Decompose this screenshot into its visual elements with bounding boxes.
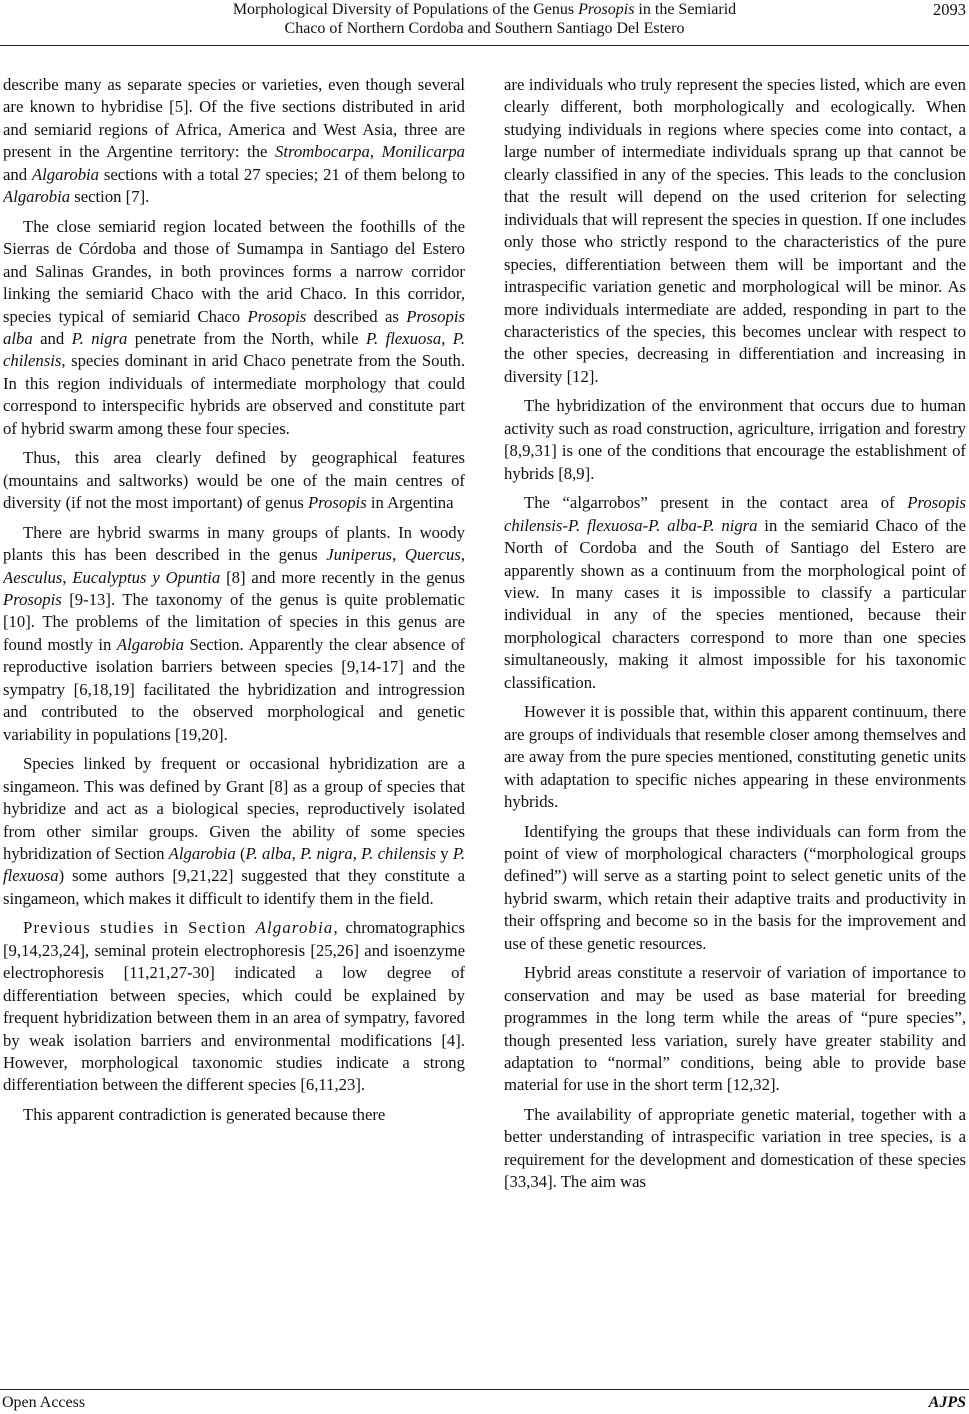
paragraph: There are hybrid swarms in many groups of plants. In woody plants this has been described in the genus Juniperus, Quercus, Aesculus, Eucalyptus y Opuntia [8] and more recently in the genus Prosopis [9-13]. The taxonomy of the genus is quite problematic [10]. The problems of the limitation of species in this genus are found mostly in Algarobia Section. Apparently the clear absence of reproductive isolation barriers between species [9,14-17] and the sympatry [6,18,19] facilitated the hybridization and introgression and contributed to the observed morphological and genetic variability in populations [19,20]. <box>3 522 465 744</box>
journal-abbreviation: AJPS <box>928 1394 966 1411</box>
open-access-label: Open Access <box>2 1394 86 1411</box>
paragraph: Species linked by frequent or occasional hybridization are a singameon. This was defined by Grant [8] as a group of species that hybridize and act as a biological species, reproductively isolated from other similar groups. Given the ability of some species hybridization of Section Algarobia (P. alba, P. nigra, P. chilensis y P. flexuosa) some authors [9,21,22] suggested that they constitute a singameon, which makes it difficult to identify them in the field. <box>3 754 465 908</box>
paragraph: describe many as separate species or varieties, even though several are known to hybridise [5]. Of the five sections distributed in arid and semiarid regions of Africa, America and West Asia, three are present in the Argentine territory: the Strombocarpa, Monilicarpa and Algarobia sections with a total 27 species; 21 of them belong to Algarobia section [7]. <box>3 75 465 207</box>
paragraph: Identifying the groups that these individuals can form from the point of view of morphological characters (“morphological groups defined”) will serve as a starting point to select genetic units of the hybrid swarm, which retain their adaptive traits and productivity in their offspring and become so in the basis for the improvement and use of these genetic resources. <box>504 821 966 953</box>
paragraph: The hybridization of the environment that occurs due to human activity such as road construction, agriculture, irrigation and forestry [8,9,31] is one of the conditions that encourage the establishment of hybrids [8,9]. <box>504 396 966 483</box>
running-title-line-1: Morphological Diversity of Populations of the Genus Prosopis in the Semiarid <box>232 1 737 18</box>
paragraph: Thus, this area clearly defined by geographical features (mountains and saltworks) would be one of the main centres of diversity (if not the most important) of genus Prosopis in Argentina <box>3 448 465 513</box>
paragraph: The availability of appropriate genetic material, together with a better understanding of intraspecific variation in tree species, is a requirement for the development and domestication of these species [33,34]. The aim was <box>504 1104 966 1192</box>
footer-rule <box>0 1389 969 1390</box>
paragraph: The “algarrobos” present in the contact area of Prosopis chilensis-P. flexuosa-P. alba-P. nigra in the semiarid Chaco of the North of Cordoba and the South of Santiago del Estero are apparently shown as a continuum from the morphological point of view. In many cases it is impossible to classify a particular individual in any of the species mentioned, because their morphological characters correspond to more than one species simultaneously, making it almost impossible for his taxonomic classification. <box>504 493 966 692</box>
paragraph: Hybrid areas constitute a reservoir of variation of importance to conservation and may be used as base material for breeding programmes in the long term while the areas of “pure species”, though presented less variation, surely have greater stability and adaptation to “normal” conditions, being able to provide base material for use in the short term [12,32]. <box>504 963 966 1095</box>
running-header <box>0 0 969 48</box>
paragraph: Previous studies in Section Algarobia, chromatographics [9,14,23,24], seminal protein electrophoresis [25,26] and isoenzyme electrophoresis [11,21,27-30] indicated a low degree of differentiation between species, which could be explained by frequent hybridization between them in an area of sympatry, favored by weak isolation barriers and environmental modifications [4]. However, morphological taxonomic studies indicate a strong differentiation between the different species [6,11,23]. <box>3 918 465 1095</box>
paragraph: are individuals who truly represent the species listed, which are even clearly different, both morphologically and ecologically. When studying individuals in regions where species come into contact, a large number of intermediate individuals sprang up that cannot be clearly classified in any of the species. This leads to the conclusion that the result will depend on the used criterion for selecting individuals that will represent the species in question. If one includes only those who strictly respond to the characteristics of the pure species, differentiation between them will be important and the intraspecific variation genetic and morphological will be minor. As more individuals intermediate are added, responding in part to the characteristics of the species, this becomes unclear with respect to the other species, decreasing in differentiation and increasing in diversity [12]. <box>504 75 966 386</box>
left-column <box>3 74 465 1374</box>
right-column <box>504 74 966 1374</box>
paragraph: However it is possible that, within this apparent continuum, there are groups of individuals that resemble closer among themselves and are away from the pure species mentioned, constituting genetic units with adaptation to specific niches appearing in these environments hybrids. <box>504 702 966 812</box>
paragraph: The close semiarid region located between the foothills of the Sierras de Córdoba and those of Sumampa in Santiago del Estero and Salinas Grandes, in both provinces forms a narrow corridor linking the semiarid Chaco with the arid Chaco. In this corridor, species typical of semiarid Chaco Prosopis described as Prosopis alba and P. nigra penetrate from the North, while P. flexuosa, P. chilensis, species dominant in arid Chaco penetrate from the South. In this region individuals of intermediate morphology that could correspond to interspecific hybrids are observed and constitute part of hybrid swarm among these four species. <box>3 216 465 438</box>
page-number: 2093 <box>933 0 966 19</box>
running-title <box>0 0 969 38</box>
running-title-line-2: Chaco of Northern Cordoba and Southern Santiago Del Estero <box>284 20 685 37</box>
paragraph: This apparent contradiction is generated because there <box>23 1104 386 1124</box>
header-rule <box>0 45 969 46</box>
